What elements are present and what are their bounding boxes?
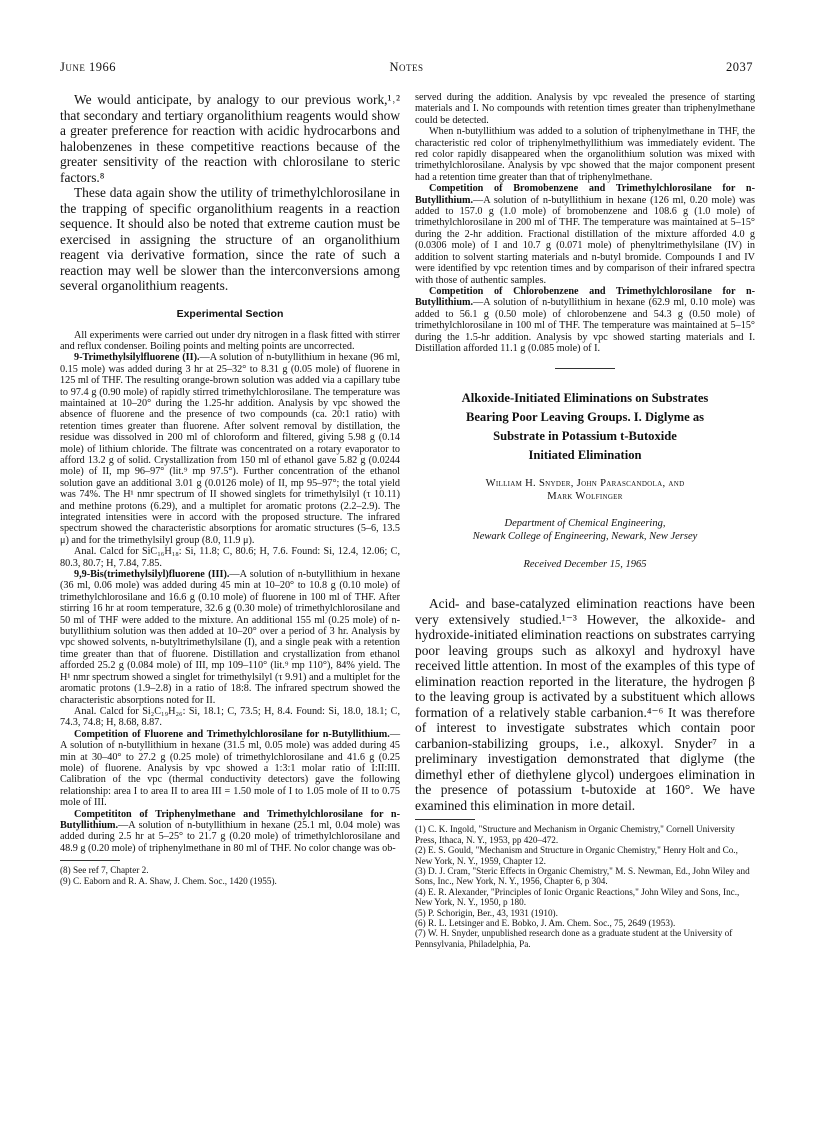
article-divider [555, 368, 615, 369]
procedure-text: —A solution of n-butyllithium in hexane (36 ml, 0.06 mole) was added during 45 min at 10–20° to 10.8 g (0.10 mole) of trimethylchlorosilane and 16.6 g (0.10 mole) of fluorene in 100 ml of THF. After stirring 16 hr at room temperature, 32.6 g (0.30 mole) of trimethylchlorosilane and 50 ml of THF were added to the mixture. An additional 155 ml (0.25 mole) of n-butyllithium solution was then added at 10–20° over a period of 3 hr. Analysis by vpc showed solvents, n-butyltrimethylsilane (I), and a single peak with a retention time greater than that of fluorene. Distillation and crystallization from ethanol afforded 25.2 g (0.084 mole) of III, mp 109–110° (lit.⁹ mp 110°), 84% yield. The H¹ nmr spectrum showed a singlet for trimethylsilyl (τ 9.91) and a multiplet for the aromatic protons (1.9–2.8) in a ratio of 18:8. The infrared spectrum showed the characteristic absorptions noted for II. [60, 569, 401, 706]
footnote: (9) C. Eaborn and R. A. Shaw, J. Chem. Soc., 1420 (1955). [60, 875, 277, 886]
experimental-intro: All experiments were carried out under dry nitrogen in a flask fitted with stirrer and reflux condenser. Boiling points and melting points are uncorrected. [60, 329, 400, 352]
header-date: June 1966 [60, 60, 116, 74]
procedure-heading: Competition of Fluorene and Trimethylchlorosilane for n-Butyllithium. [74, 728, 390, 740]
procedure-text: —A solution of n-butyllithium in hexane (31.5 ml, 0.05 mole) was added during 45 min at 30–40° to 27.2 g (0.25 mole) of trimethylchlorosilane and 41.6 g (0.25 mole) of fluorene. Analysis by vpc showed a 1:3:1 molar ratio of I:II:III. Calibration of the vpc (thermal conductivity detectors) gave the following relationship: area I to area II to area III = 1.50 mole of I to 1.05 mole of II to 0.75 mole of III. [60, 728, 400, 809]
analysis-line: Anal. Calcd for Si₂C₁₉H₂₆: Si, 18.1; C, 73.5; H, 8.4. Found: Si, 18.0, 18.1; C, 74.3, 74.8; H, 8.68, 8.87. [60, 705, 400, 729]
procedure-heading: 9-Trimethylsilylfluorene (II). [74, 352, 200, 364]
title-line: Alkoxide-Initiated Eliminations on Substrates [461, 391, 709, 406]
affiliation-line: Department of Chemical Engineering, [504, 518, 666, 530]
affiliation [415, 517, 755, 543]
procedure-text: —A solution of n-butyllithium in hexane (25.1 ml, 0.04 mole) was added during 2.5 hr at 5–25° to 21.7 g (0.20 mole) of trimethylchlorosilane and 48.9 g (0.20 mole) of triphenylmethane in 80 ml of THF. No color change was ob- [60, 819, 400, 854]
procedure-paragraph [415, 286, 755, 354]
received-date: Received December 15, 1965 [523, 559, 647, 571]
footnote: (2) E. S. Gould, "Mechanism and Structure in Organic Chemistry," Henry Holt and Co., New York, N. Y., 1959, Chapter 12. [415, 845, 738, 866]
title-line: Bearing Poor Leaving Groups. I. Diglyme as [465, 410, 705, 425]
title-line: Initiated Elimination [528, 448, 642, 463]
left-column [60, 92, 400, 886]
continuation-text: served during the addition. Analysis by vpc revealed the presence of starting materials and I. No compounds with retention times greater than triphenylmethane could be detected. [415, 92, 755, 126]
procedure-paragraph [60, 352, 400, 546]
footnote: (5) P. Schorigin, Ber., 43, 1931 (1910). [415, 907, 558, 918]
title-line: Substrate in Potassium t-Butoxide [493, 429, 677, 444]
authors [415, 477, 755, 503]
procedure-text: —A solution of n-butyllithium in hexane (126 ml, 0.20 mole) was added to 157.0 g (1.0 mole) of bromobenzene and 108.6 g (1.0 mole) of trimethylchlorosilane in 200 ml of THF. The temperature was maintained at 5–15° during the 2-hr addition. Fractional distillation of the mixture afforded 4.0 g (0.0306 mole) of I and 10.7 g (0.071 mole) of phenyltrimethylsilane (IV) in addition to solvent starting materials and n-butyl bromide. Compounds I and IV were identified by vpc retention times and by comparison of their infrared spectra with those of authentic samples. [415, 194, 755, 286]
procedure-heading: Competition of Chlorobenzene and Trimethylchlorosilane for n-Butyllithium. [415, 285, 755, 309]
footnote: (3) D. J. Cram, "Steric Effects in Organic Chemistry," M. S. Newman, Ed., John Wiley and Sons, Inc., New York, N. Y., 1956, Chapter 6, p 304. [415, 865, 750, 887]
continuation-text-2: When n-butyllithium was added to a solution of triphenylmethane in THF, the characteristic red color of triphenylmethyllithium was immediately evident. The red color rapidly disappeared when the organolithium solution was mixed with trimethylchlorosilane. Analysis by vpc showed that the major component present had a retention time greater than that of triphenylmethane. [415, 126, 755, 183]
authors-line: William H. Snyder, John Parascandola, and [485, 478, 685, 490]
procedure-text: —A solution of n-butyllithium in hexane (96 ml, 0.15 mole) was added during 3 hr at 25–32° to 8.31 g (0.05 mole) of fluorene in 125 ml of THF. The resulting orange-brown solution was added via a capillary tube to 97.4 g (0.90 mole) of rapidly stirred trimethylchlorosilane. The temperature was maintained at 10–20° during the 1.25-hr addition. Analysis by vpc showed the absence of fluorene and the presence of two compounds (ca. 20:1 ratio) with retention times greater than fluorene. After solvent removal by distillation, the residue was dissolved in 200 ml of chloroform and filtered, giving 5.98 g (0.14 mole) of lithium chloride. The filtrate was concentrated on a rotary evaporator to afford 13.2 g of solid. Crystallization from 150 ml of ethanol gave 5.82 g (0.0244 mole) of II, mp 96–97° (lit.⁹ mp 97.5°). Further concentration of the ethanol solution gave an additional 3.01 g (0.0126 mole) of II, mp 95–97°; the total yield was 74%. The H¹ nmr spectrum of II showed singlets for trimethylsilyl (τ 10.11) and methine protons (6.29), and a multiplet for aromatic protons (2.2–2.9). The integrated intensities were in accord with the proposed structure. The infrared spectrum showed the characteristic absorptions for aromatic structures (5–6, 13.5 μ) and for the trimethylsilyl group (8.0, 11.9 μ). [60, 352, 401, 546]
footnote: (7) W. H. Snyder, unpublished research done as a graduate student at the University of Pennsylvania, Philadelphia, Pa. [415, 928, 733, 949]
article-body: Acid- and base-catalyzed elimination reactions have been very extensively studied.¹⁻³ However, the alkoxide- and hydroxide-initiated elimination reactions on substrates carrying poor leaving groups such as alkoxyl and hydroxyl have received little attention. In most of the examples of this type of elimination reaction reported in the literature, the hydrogen β to the leaving group is activated by a substituent which allows formation of a relatively stable carbanion.⁴⁻⁶ It was therefore of interest to investigate substrates which contain poor carbanion-stabilizing groups, i.e., alkoxyl. Snyder⁷ in a preliminary investigation demonstrated that diglyme (the dimethyl ether of diethylene glycol) undergoes elimination in the presence of potassium t-butoxide at 160°. We have examined this elimination in more detail. [415, 596, 755, 813]
intro-paragraph-2: These data again show the utility of trimethylchlorosilane in the trapping of specific organolithium reagents in a reaction sequence. It should also be noted that extreme caution must be exercised in assigning the structure of an organolithium reagent via derivative formation, since the rate of such a reaction may well be slower than the interconversions among several organolithium reagents. [60, 185, 400, 293]
procedure-text: —A solution of n-butyllithium in hexane (62.9 ml, 0.10 mole) was added to 56.1 g (0.50 mole) of chlorobenzene and 54.3 g (0.50 mole) of trimethylchlorosilane in 100 ml of THF. The temperature was maintained at 5–15° during the 1.5-hr addition. Analysis by vpc showed starting materials and I. Distillation afforded 11.1 g (0.085 mole) of I. [415, 297, 755, 354]
procedure-heading: Competition of Bromobenzene and Trimethylchlorosilane for n-Butyllithium. [415, 183, 755, 206]
affiliation-line: Newark College of Engineering, Newark, New Jersey [472, 531, 698, 543]
section-heading: Experimental Section [176, 307, 284, 320]
procedure-heading: 9,9-Bis(trimethylsilyl)fluorene (III). [74, 569, 230, 581]
footnote: (6) R. L. Letsinger and E. Bobko, J. Am. Chem. Soc., 75, 2649 (1953). [415, 918, 676, 928]
article-title [415, 389, 755, 465]
header-section: Notes [389, 60, 424, 74]
intro-paragraph-1: We would anticipate, by analogy to our previous work,¹˒² that secondary and tertiary organolithium reagents would show a greater preference for reaction with acidic hydrocarbons and halobenzenes in these competitive reactions because of the greater sensitivity of the reaction with chlorosilane to steric factors.⁸ [60, 92, 400, 185]
right-column [415, 92, 755, 949]
procedure-paragraph [60, 729, 400, 809]
footnote-rule [60, 860, 120, 861]
page-number: 2037 [726, 60, 753, 74]
procedure-paragraph [60, 569, 400, 706]
footnote: (8) See ref 7, Chapter 2. [60, 865, 149, 876]
footnote-rule [415, 819, 475, 820]
procedure-paragraph [415, 183, 755, 286]
authors-line: Mark Wolfinger [547, 491, 623, 503]
footnote: (4) E. R. Alexander, "Principles of Ionic Organic Reactions," John Wiley and Sons, Inc., New York, N. Y., 1950, p 180. [415, 886, 740, 908]
analysis-line: Anal. Calcd for SiC₁₆H₁₈: Si, 11.8; C, 80.6; H, 7.6. Found: Si, 12.4, 12.06; C, 80.3, 80.7; H, 7.84, 7.85. [60, 546, 400, 569]
running-header [60, 60, 753, 76]
procedure-paragraph [60, 809, 400, 855]
footnote: (1) C. K. Ingold, "Structure and Mechanism in Organic Chemistry," Cornell University Press, Ithaca, N. Y., 1953, pp 420–472. [415, 824, 735, 845]
procedure-heading: Competititon of Triphenylmethane and Trimethylchlorosilane for n-Butyllithium. [60, 808, 400, 831]
